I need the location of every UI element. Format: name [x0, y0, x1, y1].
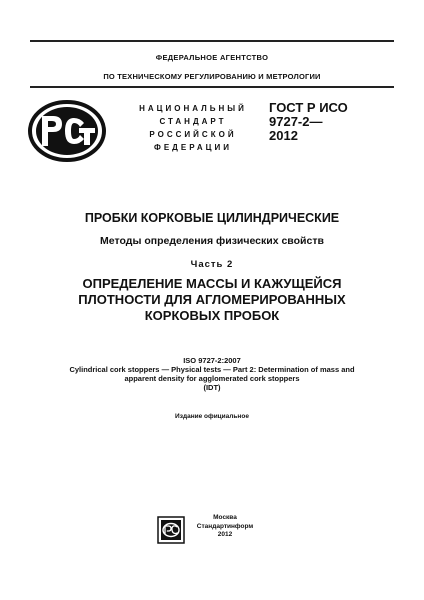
part-title-line-1: ОПРЕДЕЛЕНИЕ МАССЫ И КАЖУЩЕЙСЯ [82, 276, 342, 291]
designation-line-1: ГОСТ Р ИСО [269, 100, 348, 115]
part-title-line-3: КОРКОВЫХ ПРОБОК [144, 308, 280, 323]
standard-type-line-4: ФЕДЕРАЦИИ [154, 143, 232, 152]
agency-line-2: ПО ТЕХНИЧЕСКОМУ РЕГУЛИРОВАНИЮ И МЕТРОЛОГИИ [103, 72, 321, 81]
document-subtitle: Методы определения физических свойств [100, 235, 324, 247]
standard-type [118, 102, 268, 154]
part-title [30, 276, 394, 324]
publisher-city: Москва [213, 514, 237, 521]
publisher-name: Стандартинформ [196, 522, 254, 530]
designation-line-3: 2012 [269, 128, 298, 143]
designation-line-2: 9727-2— [269, 114, 323, 129]
publisher-year: 2012 [217, 531, 233, 538]
part-title-line-2: ПЛОТНОСТИ ДЛЯ АГЛОМЕРИРОВАННЫХ [78, 292, 346, 307]
document-title: ПРОБКИ КОРКОВЫЕ ЦИЛИНДРИЧЕСКИЕ [84, 211, 340, 225]
standard-type-line-1: НАЦИОНАЛЬНЫЙ [139, 104, 247, 113]
top-rule [30, 40, 394, 42]
publisher-info [190, 514, 260, 540]
iso-reference: ISO 9727-2:2007 [183, 356, 241, 365]
agency-line-1: ФЕДЕРАЛЬНОЕ АГЕНТСТВО [155, 53, 269, 62]
equivalence-mark: (IDT) [203, 383, 221, 392]
english-title-line-2: apparent density for agglomerated cork stoppers [124, 374, 300, 383]
edition-note: Издание официальное [175, 413, 249, 420]
standard-type-line-2: СТАНДАРТ [159, 117, 227, 126]
english-title-line-1: Cylindrical cork stoppers — Physical tests — Part 2: Determination of mass and [69, 365, 355, 374]
international-reference [20, 356, 404, 392]
standard-designation [269, 101, 399, 143]
gost-r-emblem-icon [28, 100, 106, 162]
part-label: Часть 2 [190, 259, 234, 270]
middle-rule [30, 86, 394, 88]
standard-type-line-3: РОССИЙСКОЙ [149, 130, 237, 139]
gost-publisher-logo-icon [157, 516, 185, 544]
